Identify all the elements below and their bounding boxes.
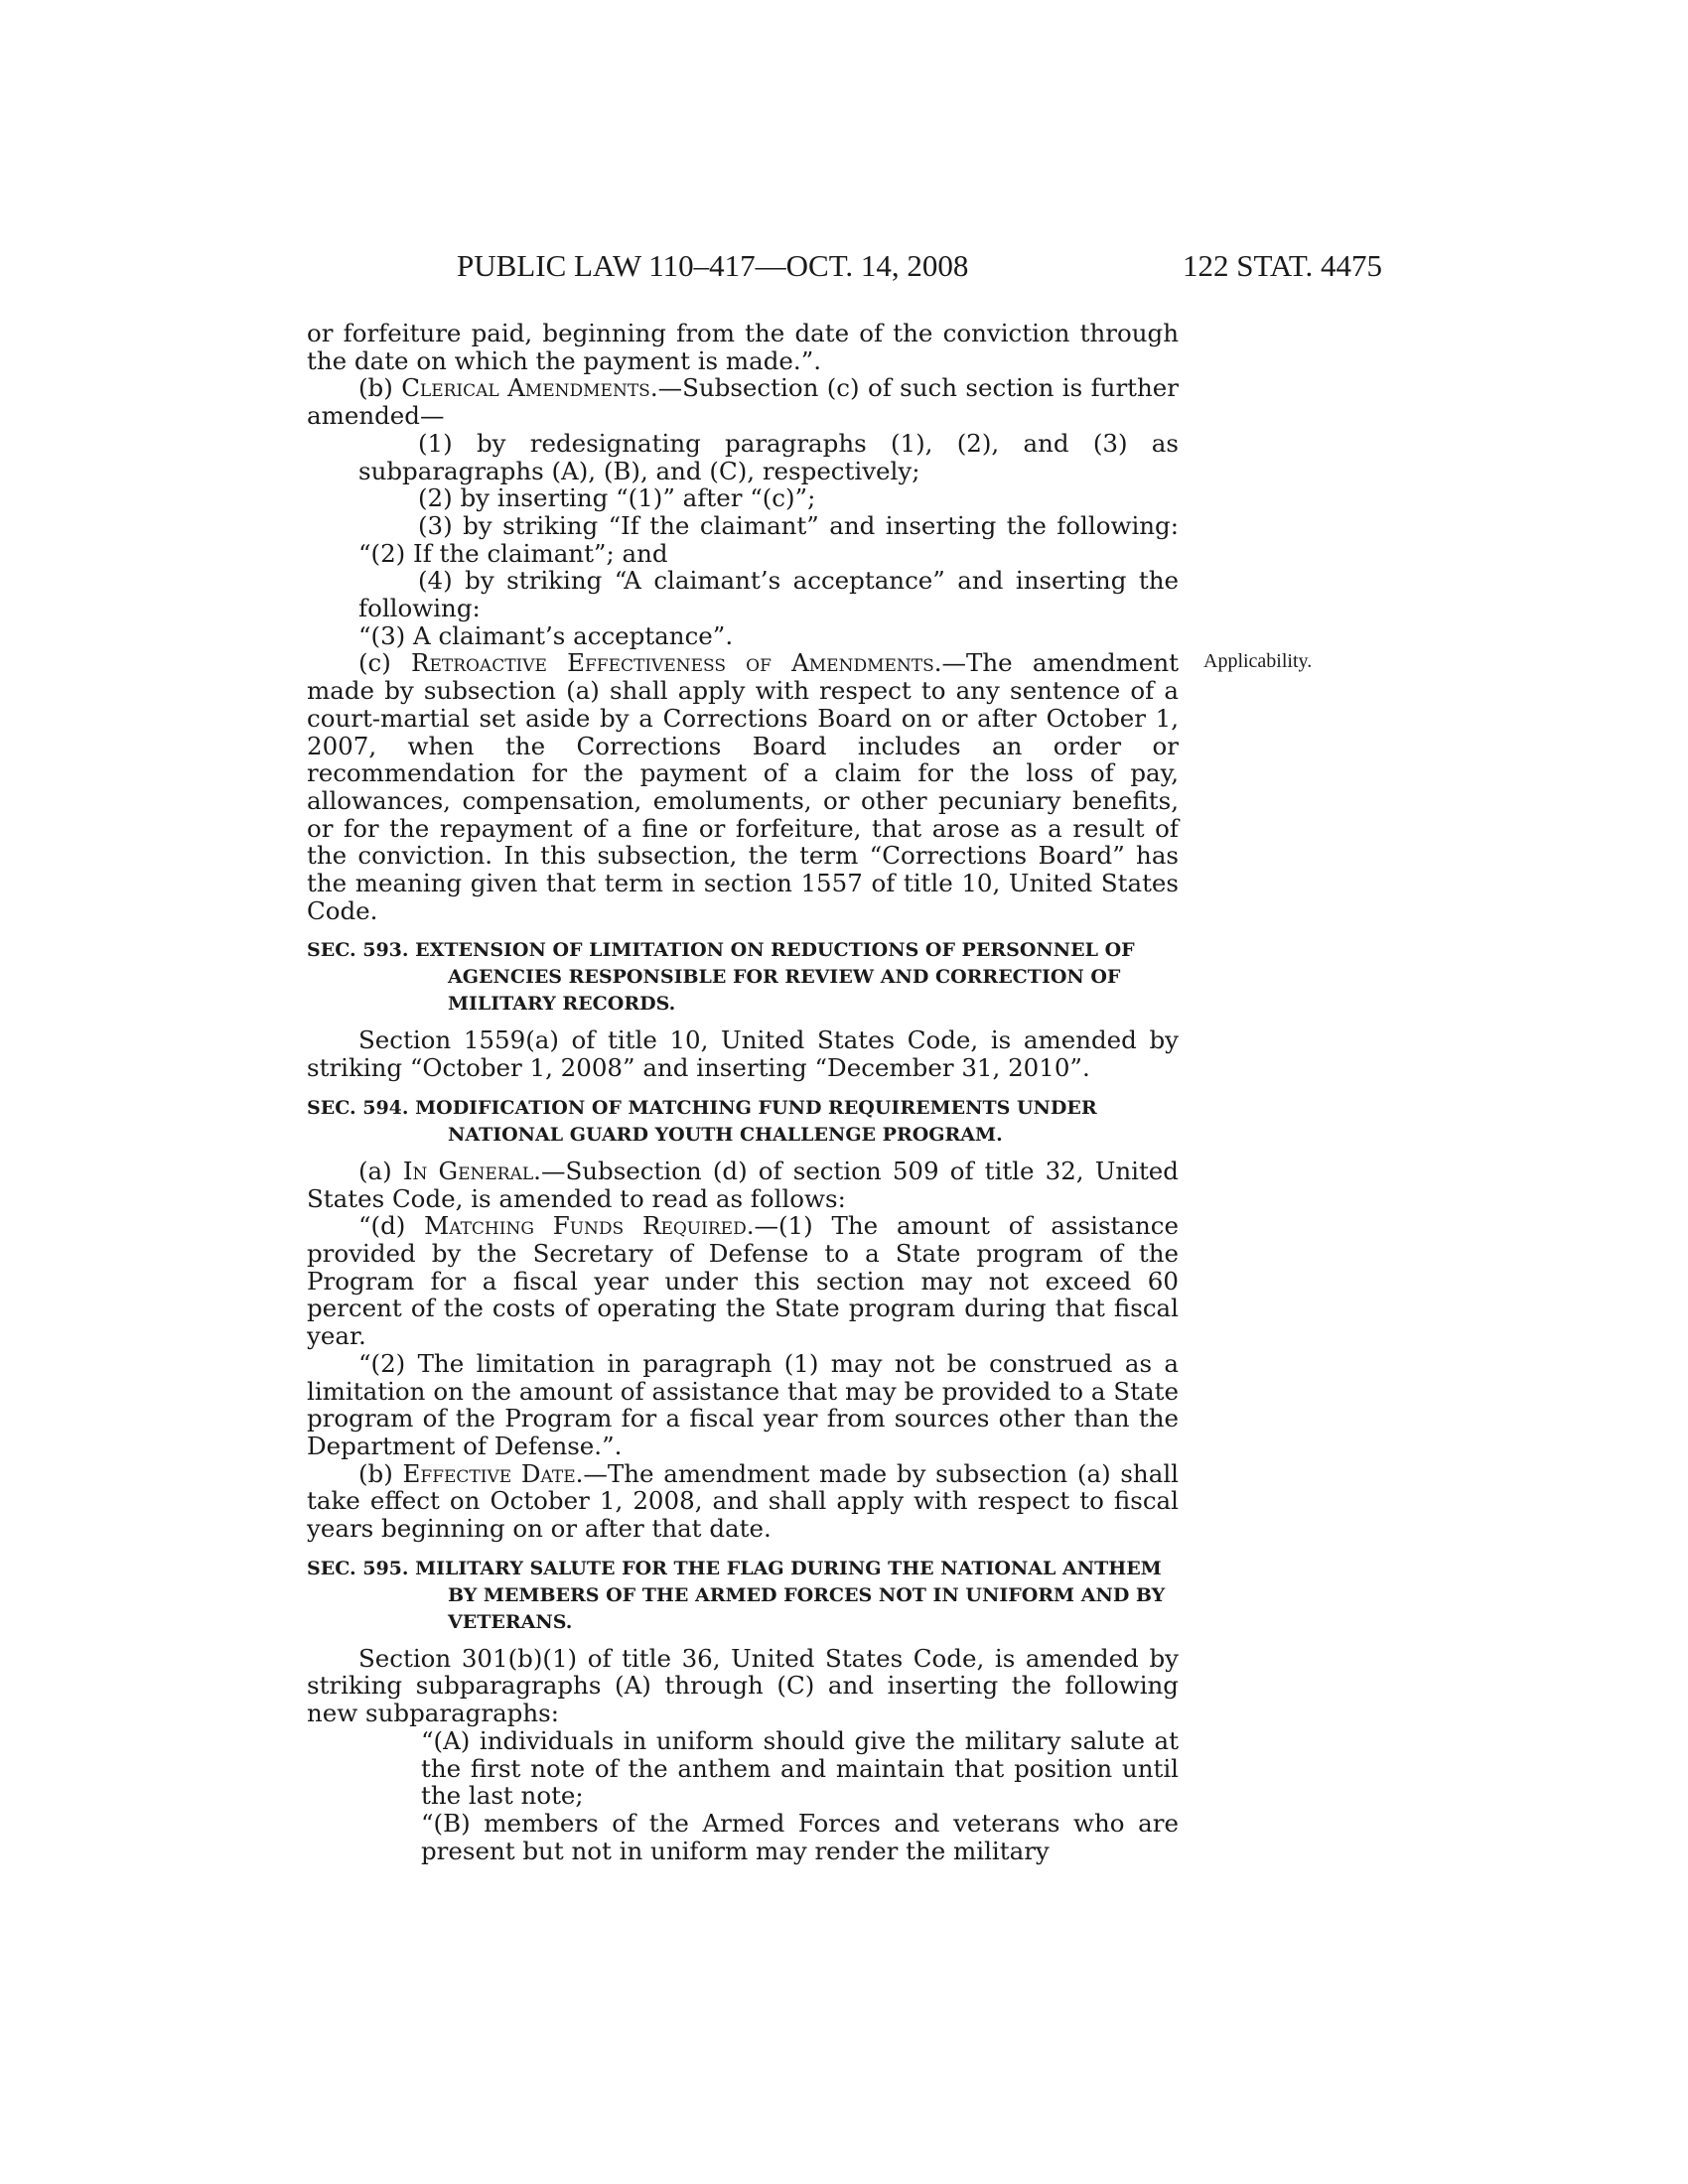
subsection-heading: Clerical Amendments (401, 373, 650, 403)
subsection-heading: Effective Date (402, 1458, 576, 1488)
paragraph-b1: (1) by redesignating paragraphs (1), (2), and (3) as subparagraphs (A), (B), and (C), respectively; (358, 428, 1179, 485)
section-593-body: Section 1559(a) of title 10, United States Code, is amended by striking “October 1, 2008” and inserting “December 31, 2010”. (307, 1025, 1179, 1083)
section-595-subparagraph-a: “(A) individuals in uniform should give the military salute at the first note of the anthem and maintain that position until the last note; (421, 1725, 1179, 1811)
section-594-b: (b) Effective Date.—The amendment made by subsection (a) shall take effect on October 1, 2008, and shall apply with respect to fiscal years beginning on or after that date. (307, 1458, 1179, 1544)
section-594-heading: SEC. 594. MODIFICATION OF MATCHING FUND REQUIREMENTS UNDER NATIONAL GUARD YOUTH CHALLENGE PROGRAM. (307, 1096, 1097, 1146)
subsection-heading: Retroactive Effectiveness of Amendments (411, 648, 934, 678)
page-header (457, 248, 1382, 288)
section-594-quoted-d: “(d) Matching Funds Required.—(1) The amount of assistance provided by the Secretary of Defense to a State program of the Program for a fiscal year under this section may not exceed 60 percent of the costs of operating the State program during that fiscal year. (307, 1211, 1179, 1351)
section-594-a: (a) In General.—Subsection (d) of section 509 of title 32, United States Code, is amended to read as follows: (307, 1156, 1179, 1213)
subsection-heading: Matching Funds Required (424, 1211, 747, 1241)
section-595-heading: SEC. 595. MILITARY SALUTE FOR THE FLAG DURING THE NATIONAL ANTHEM BY MEMBERS OF THE ARMED FORCES NOT IN UNIFORM AND BY VETERANS. (307, 1557, 1166, 1633)
subsection-heading: In General (402, 1156, 534, 1185)
paragraph-continuation: or forfeiture paid, beginning from the date of the conviction through the date on which the payment is made.”. (307, 319, 1179, 375)
paragraph-b4: (4) by striking “A claimant’s acceptance” and inserting the following: (358, 566, 1179, 623)
page-number: 122 STAT. 4475 (1182, 248, 1382, 283)
section-594-quoted-d2: “(2) The limitation in paragraph (1) may not be construed as a limitation on the amount of assistance that may be provided to a State program of the Program for a fiscal year from sources other than the Department of Defense.”. (307, 1348, 1179, 1460)
section-595-body: Section 301(b)(1) of title 36, United States Code, is amended by striking subparagraphs (A) through (C) and inserting the following new subparagraphs: (307, 1643, 1179, 1728)
paragraph-b4-quote: “(3) A claimant’s acceptance”. (358, 620, 734, 650)
margin-note-applicability: Applicability. (1203, 650, 1313, 672)
running-head: PUBLIC LAW 110–417—OCT. 14, 2008 (457, 248, 969, 283)
section-595-subparagraph-b: “(B) members of the Armed Forces and veterans who are present but not in uniform may render the military (421, 1808, 1179, 1865)
paragraph-b3: (3) by striking “If the claimant” and inserting the following: “(2) If the claimant”; and (358, 510, 1179, 568)
paragraph-b2: (2) by inserting “(1)” after “(c)”; (418, 483, 816, 513)
document-body (307, 320, 1179, 1864)
section-593-heading: SEC. 593. EXTENSION OF LIMITATION ON REDUCTIONS OF PERSONNEL OF AGENCIES RESPONSIBLE FOR REVIEW AND CORRECTION OF MILITARY RECORDS. (307, 939, 1135, 1016)
subsection-c: (c) Retroactive Effectiveness of Amendments.—The amendment made by subsection (a) shall apply with respect to any sentence of a court-martial set aside by a Corrections Board on or after October 1, 2007, when the Corrections Board includes an order or recommendation for the payment of a claim for the loss of pay, allowances, compensation, emoluments, or other pecuniary benefits, or for the repayment of a fine or forfeiture, that arose as a result of the conviction. In this subsection, the term “Corrections Board” has the meaning given that term in section 1557 of title 10, United States Code. (307, 648, 1179, 925)
subsection-b: (b) Clerical Amendments.—Subsection (c) of such section is further amended— (307, 373, 1179, 431)
